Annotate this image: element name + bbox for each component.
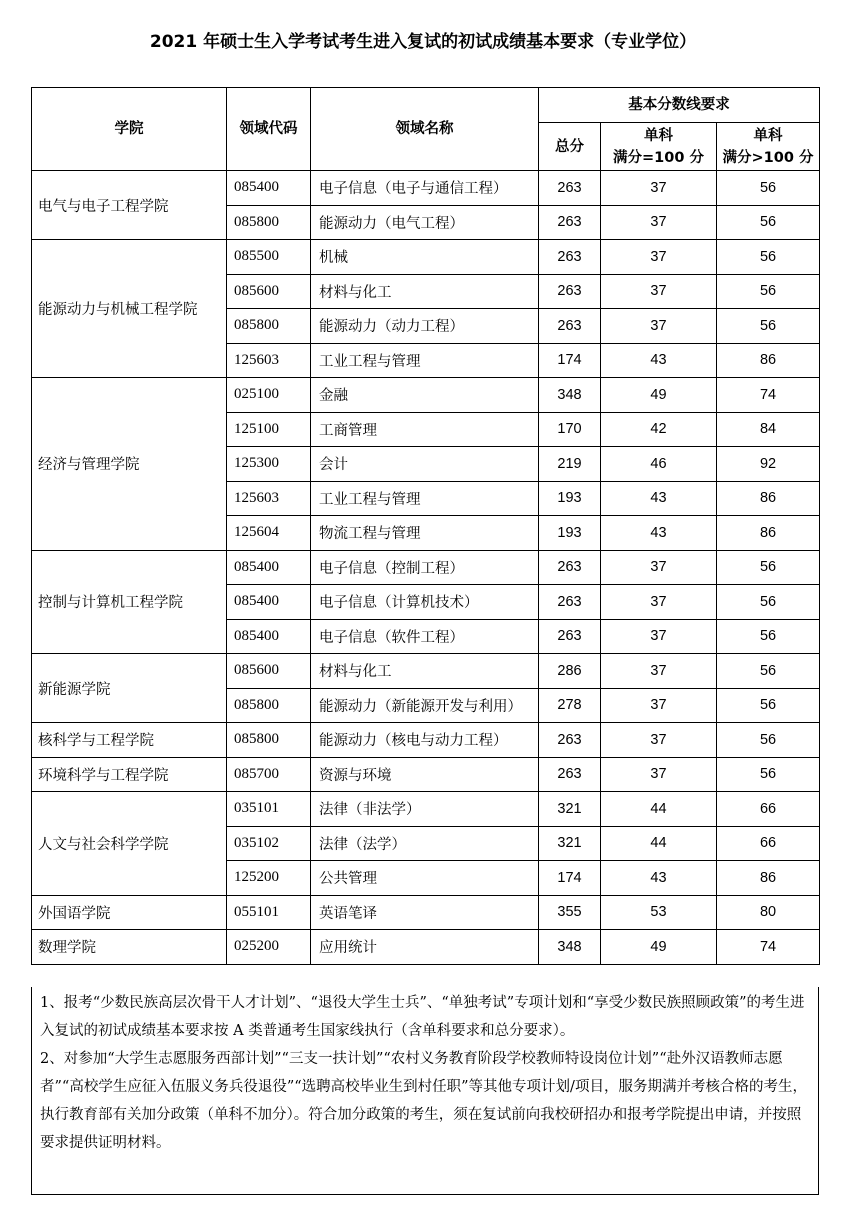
field-name-cell: 电子信息（软件工程） [311, 619, 539, 654]
table-row [32, 792, 820, 827]
college-cell: 外国语学院 [32, 895, 227, 930]
single-over-100-score-cell: 56 [717, 240, 820, 275]
single-over-100-score-cell: 56 [717, 619, 820, 654]
total-score-cell: 321 [539, 792, 601, 827]
single-over-100-score-cell: 86 [717, 343, 820, 378]
single-over-100-score-cell: 56 [717, 723, 820, 758]
code-cell: 125200 [227, 861, 311, 896]
total-score-cell: 348 [539, 378, 601, 413]
single-100-score-cell: 37 [601, 309, 717, 344]
table-row [32, 550, 820, 585]
table-row [32, 895, 820, 930]
table-row [32, 240, 820, 275]
header-single-over-line2: 满分>100 分 [722, 149, 814, 166]
field-name-cell: 法律（法学） [311, 826, 539, 861]
single-100-score-cell: 43 [601, 516, 717, 551]
total-score-cell: 278 [539, 688, 601, 723]
college-cell: 新能源学院 [32, 654, 227, 723]
table-row [32, 723, 820, 758]
code-cell: 125100 [227, 412, 311, 447]
header-college: 学院 [32, 88, 227, 171]
single-over-100-score-cell: 56 [717, 585, 820, 620]
single-100-score-cell: 43 [601, 861, 717, 896]
single-100-score-cell: 53 [601, 895, 717, 930]
code-cell: 025200 [227, 930, 311, 965]
code-cell: 085800 [227, 205, 311, 240]
field-name-cell: 公共管理 [311, 861, 539, 896]
field-name-cell: 材料与化工 [311, 274, 539, 309]
field-name-cell: 应用统计 [311, 930, 539, 965]
single-over-100-score-cell: 84 [717, 412, 820, 447]
field-name-cell: 工业工程与管理 [311, 481, 539, 516]
total-score-cell: 321 [539, 826, 601, 861]
code-cell: 085500 [227, 240, 311, 275]
header-name: 领域名称 [311, 88, 539, 171]
single-100-score-cell: 44 [601, 826, 717, 861]
single-100-score-cell: 37 [601, 723, 717, 758]
single-over-100-score-cell: 66 [717, 826, 820, 861]
college-cell: 人文与社会科学学院 [32, 792, 227, 896]
header-row-1 [32, 88, 820, 123]
table-row [32, 930, 820, 965]
field-name-cell: 物流工程与管理 [311, 516, 539, 551]
code-cell: 035102 [227, 826, 311, 861]
header-score-group: 基本分数线要求 [539, 88, 820, 123]
code-cell: 085600 [227, 274, 311, 309]
table-row [32, 378, 820, 413]
single-over-100-score-cell: 86 [717, 516, 820, 551]
single-over-100-score-cell: 56 [717, 274, 820, 309]
total-score-cell: 263 [539, 309, 601, 344]
single-100-score-cell: 44 [601, 792, 717, 827]
total-score-cell: 174 [539, 343, 601, 378]
page-title: 2021 年硕士生入学考试考生进入复试的初试成绩基本要求（专业学位） [149, 32, 697, 52]
single-over-100-score-cell: 56 [717, 757, 820, 792]
single-100-score-cell: 37 [601, 550, 717, 585]
header-single-100-line2: 满分=100 分 [613, 149, 704, 166]
code-cell: 085700 [227, 757, 311, 792]
table-row [32, 757, 820, 792]
single-over-100-score-cell: 74 [717, 930, 820, 965]
field-name-cell: 会计 [311, 447, 539, 482]
field-name-cell: 电子信息（控制工程） [311, 550, 539, 585]
single-over-100-score-cell: 74 [717, 378, 820, 413]
header-single-100-line1: 单科 [644, 127, 673, 144]
college-cell: 数理学院 [32, 930, 227, 965]
field-name-cell: 金融 [311, 378, 539, 413]
college-cell: 经济与管理学院 [32, 378, 227, 551]
single-100-score-cell: 37 [601, 688, 717, 723]
note-1: 1、报考“少数民族高层次骨干人才计划”、“退役大学生士兵”、“单独考试”专项计划和“享受少数民族照顾政策”的考生进入复试的初试成绩基本要求按 A 类普通考生国家线执行（含单科要求和总分要求）。 [40, 995, 805, 1039]
code-cell: 085400 [227, 585, 311, 620]
field-name-cell: 材料与化工 [311, 654, 539, 689]
total-score-cell: 174 [539, 861, 601, 896]
field-name-cell: 工业工程与管理 [311, 343, 539, 378]
field-name-cell: 电子信息（电子与通信工程） [311, 171, 539, 206]
code-cell: 085800 [227, 688, 311, 723]
single-100-score-cell: 37 [601, 757, 717, 792]
code-cell: 085600 [227, 654, 311, 689]
single-over-100-score-cell: 92 [717, 447, 820, 482]
total-score-cell: 263 [539, 240, 601, 275]
single-100-score-cell: 49 [601, 930, 717, 965]
header-single-100 [601, 123, 717, 171]
single-100-score-cell: 37 [601, 240, 717, 275]
code-cell: 085800 [227, 723, 311, 758]
score-table [31, 87, 820, 965]
total-score-cell: 263 [539, 205, 601, 240]
header-total: 总分 [539, 123, 601, 171]
total-score-cell: 263 [539, 274, 601, 309]
field-name-cell: 工商管理 [311, 412, 539, 447]
single-over-100-score-cell: 86 [717, 481, 820, 516]
total-score-cell: 263 [539, 171, 601, 206]
single-over-100-score-cell: 86 [717, 861, 820, 896]
code-cell: 125603 [227, 481, 311, 516]
field-name-cell: 机械 [311, 240, 539, 275]
total-score-cell: 263 [539, 757, 601, 792]
field-name-cell: 能源动力（核电与动力工程） [311, 723, 539, 758]
single-100-score-cell: 37 [601, 654, 717, 689]
single-over-100-score-cell: 66 [717, 792, 820, 827]
field-name-cell: 能源动力（动力工程） [311, 309, 539, 344]
total-score-cell: 348 [539, 930, 601, 965]
total-score-cell: 193 [539, 481, 601, 516]
code-cell: 085400 [227, 619, 311, 654]
notes-box [31, 987, 819, 1195]
total-score-cell: 263 [539, 550, 601, 585]
single-100-score-cell: 37 [601, 274, 717, 309]
code-cell: 125603 [227, 343, 311, 378]
college-cell: 环境科学与工程学院 [32, 757, 227, 792]
total-score-cell: 263 [539, 585, 601, 620]
single-100-score-cell: 43 [601, 343, 717, 378]
single-100-score-cell: 37 [601, 171, 717, 206]
single-over-100-score-cell: 56 [717, 654, 820, 689]
single-over-100-score-cell: 56 [717, 550, 820, 585]
college-cell: 核科学与工程学院 [32, 723, 227, 758]
code-cell: 125604 [227, 516, 311, 551]
code-cell: 025100 [227, 378, 311, 413]
single-over-100-score-cell: 56 [717, 171, 820, 206]
header-single-over-line1: 单科 [753, 127, 783, 144]
note-2: 2、对参加“大学生志愿服务西部计划”“三支一扶计划”“农村义务教育阶段学校教师特设岗位计划”“赴外汉语教师志愿者”“高校学生应征入伍服义务兵役退役”“选聘高校毕业生到村任职”等其他专项计划/项目，服务期满并考核合格的考生，执行教育部有关加分政策（单科不加分）。符合加分政策的考生，须在复试前向我校研招办和报考学院提出申请，并按照要求提供证明材料。 [40, 1051, 807, 1151]
single-100-score-cell: 42 [601, 412, 717, 447]
college-cell: 控制与计算机工程学院 [32, 550, 227, 654]
header-code: 领域代码 [227, 88, 311, 171]
total-score-cell: 286 [539, 654, 601, 689]
field-name-cell: 法律（非法学） [311, 792, 539, 827]
code-cell: 085800 [227, 309, 311, 344]
field-name-cell: 英语笔译 [311, 895, 539, 930]
field-name-cell: 能源动力（电气工程） [311, 205, 539, 240]
code-cell: 125300 [227, 447, 311, 482]
single-100-score-cell: 37 [601, 205, 717, 240]
single-over-100-score-cell: 56 [717, 309, 820, 344]
single-over-100-score-cell: 56 [717, 688, 820, 723]
code-cell: 055101 [227, 895, 311, 930]
code-cell: 085400 [227, 550, 311, 585]
total-score-cell: 170 [539, 412, 601, 447]
field-name-cell: 能源动力（新能源开发与利用） [311, 688, 539, 723]
single-100-score-cell: 49 [601, 378, 717, 413]
college-cell: 电气与电子工程学院 [32, 171, 227, 240]
single-over-100-score-cell: 56 [717, 205, 820, 240]
single-100-score-cell: 37 [601, 619, 717, 654]
total-score-cell: 263 [539, 619, 601, 654]
college-cell: 能源动力与机械工程学院 [32, 240, 227, 378]
single-over-100-score-cell: 80 [717, 895, 820, 930]
single-100-score-cell: 37 [601, 585, 717, 620]
score-table-body [32, 88, 820, 965]
single-100-score-cell: 46 [601, 447, 717, 482]
total-score-cell: 219 [539, 447, 601, 482]
field-name-cell: 电子信息（计算机技术） [311, 585, 539, 620]
field-name-cell: 资源与环境 [311, 757, 539, 792]
table-row [32, 171, 820, 206]
total-score-cell: 355 [539, 895, 601, 930]
total-score-cell: 193 [539, 516, 601, 551]
header-single-over-100 [717, 123, 820, 171]
code-cell: 085400 [227, 171, 311, 206]
total-score-cell: 263 [539, 723, 601, 758]
code-cell: 035101 [227, 792, 311, 827]
table-row [32, 654, 820, 689]
single-100-score-cell: 43 [601, 481, 717, 516]
